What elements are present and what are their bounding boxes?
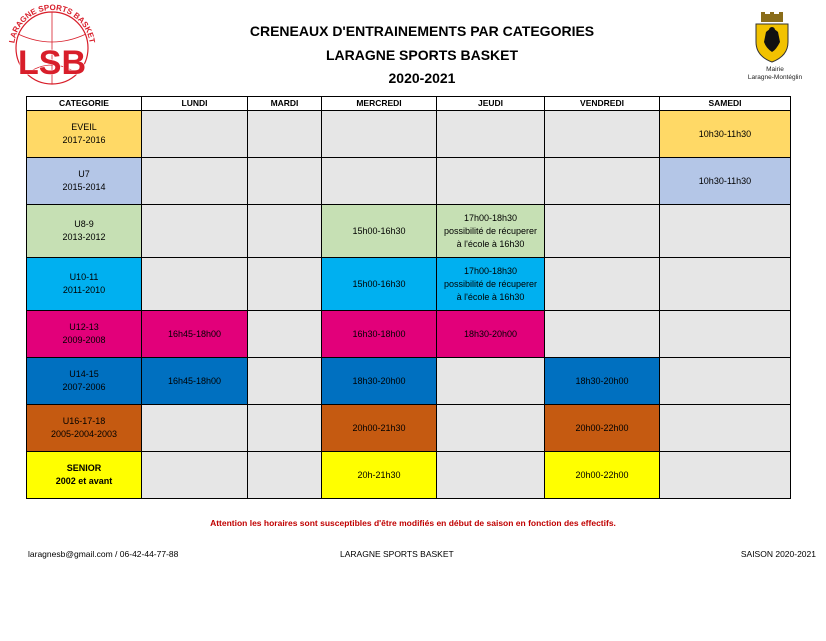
slot-cell: 20h-21h30 bbox=[322, 452, 437, 499]
table-row bbox=[27, 311, 791, 358]
slot-cell bbox=[142, 452, 248, 499]
category-cell: U16-17-18 2005-2004-2003 bbox=[27, 405, 142, 452]
town-crest-icon bbox=[752, 12, 792, 64]
warning-note: Attention les horaires sont susceptibles d'être modifiés en début de saison en fonction des effectifs. bbox=[210, 518, 616, 528]
slot-cell bbox=[248, 205, 322, 258]
slot-cell: 15h00-16h30 bbox=[322, 205, 437, 258]
slot-cell bbox=[545, 158, 660, 205]
slot-cell bbox=[142, 111, 248, 158]
table-row bbox=[27, 405, 791, 452]
table-row bbox=[27, 452, 791, 499]
slot-cell: 18h30-20h00 bbox=[545, 358, 660, 405]
slot-cell bbox=[660, 311, 791, 358]
table-header-row bbox=[27, 97, 791, 111]
table-row bbox=[27, 205, 791, 258]
slot-cell: 20h00-21h30 bbox=[322, 405, 437, 452]
slot-cell bbox=[660, 452, 791, 499]
slot-cell: 10h30-11h30 bbox=[660, 111, 791, 158]
slot-cell bbox=[545, 258, 660, 311]
slot-cell: 20h00-22h00 bbox=[545, 405, 660, 452]
slot-cell bbox=[142, 205, 248, 258]
slot-cell bbox=[322, 111, 437, 158]
slot-cell bbox=[248, 111, 322, 158]
category-cell: SENIOR 2002 et avant bbox=[27, 452, 142, 499]
slot-cell: 20h00-22h00 bbox=[545, 452, 660, 499]
slot-cell bbox=[142, 405, 248, 452]
slot-cell: 18h30-20h00 bbox=[322, 358, 437, 405]
slot-cell bbox=[437, 452, 545, 499]
schedule-table bbox=[26, 96, 791, 499]
slot-cell bbox=[660, 358, 791, 405]
header-mardi: MARDI bbox=[248, 97, 322, 111]
slot-cell bbox=[248, 258, 322, 311]
logo-ring-text: LARAGNE SPORTS BASKET bbox=[7, 4, 97, 44]
logo-text: LSB bbox=[18, 44, 86, 82]
slot-cell bbox=[322, 158, 437, 205]
category-cell: U7 2015-2014 bbox=[27, 158, 142, 205]
lsb-logo bbox=[4, 4, 100, 86]
page-title: CRENEAUX D'ENTRAINEMENTS PAR CATEGORIES bbox=[249, 23, 595, 39]
header-lundi: LUNDI bbox=[142, 97, 248, 111]
slot-cell bbox=[545, 311, 660, 358]
slot-cell: 17h00-18h30 possibilité de récuperer à l'école à 16h30 bbox=[437, 205, 545, 258]
header-samedi: SAMEDI bbox=[660, 97, 791, 111]
header-jeudi: JEUDI bbox=[437, 97, 545, 111]
category-cell: U14-15 2007-2006 bbox=[27, 358, 142, 405]
table-row bbox=[27, 358, 791, 405]
slot-cell bbox=[437, 358, 545, 405]
slot-cell bbox=[545, 111, 660, 158]
mairie-label: Mairie Laragne-Montéglin bbox=[747, 66, 803, 81]
season-title: 2020-2021 bbox=[388, 70, 456, 86]
slot-cell: 16h45-18h00 bbox=[142, 311, 248, 358]
slot-cell: 18h30-20h00 bbox=[437, 311, 545, 358]
category-cell: EVEIL 2017-2016 bbox=[27, 111, 142, 158]
slot-cell bbox=[248, 405, 322, 452]
footer-club: LARAGNE SPORTS BASKET bbox=[340, 549, 454, 559]
slot-cell: 10h30-11h30 bbox=[660, 158, 791, 205]
slot-cell: 17h00-18h30 possibilité de récuperer à l'école à 16h30 bbox=[437, 258, 545, 311]
slot-cell: 15h00-16h30 bbox=[322, 258, 437, 311]
category-cell: U8-9 2013-2012 bbox=[27, 205, 142, 258]
club-name: LARAGNE SPORTS BASKET bbox=[325, 47, 519, 63]
slot-cell bbox=[545, 205, 660, 258]
slot-cell bbox=[660, 205, 791, 258]
header-mercredi: MERCREDI bbox=[322, 97, 437, 111]
slot-cell: 16h45-18h00 bbox=[142, 358, 248, 405]
slot-cell bbox=[142, 158, 248, 205]
slot-cell bbox=[248, 311, 322, 358]
header-vendredi: VENDREDI bbox=[545, 97, 660, 111]
slot-cell bbox=[437, 405, 545, 452]
footer-contact: laragnesb@gmail.com / 06-42-44-77-88 bbox=[28, 549, 179, 559]
slot-cell bbox=[437, 158, 545, 205]
table-row bbox=[27, 158, 791, 205]
slot-cell bbox=[660, 405, 791, 452]
slot-cell bbox=[660, 258, 791, 311]
slot-cell bbox=[248, 158, 322, 205]
slot-cell: 16h30-18h00 bbox=[322, 311, 437, 358]
header-categorie: CATEGORIE bbox=[27, 97, 142, 111]
table-row bbox=[27, 111, 791, 158]
slot-cell bbox=[437, 111, 545, 158]
table-row bbox=[27, 258, 791, 311]
slot-cell bbox=[248, 452, 322, 499]
category-cell: U10-11 2011-2010 bbox=[27, 258, 142, 311]
slot-cell bbox=[142, 258, 248, 311]
category-cell: U12-13 2009-2008 bbox=[27, 311, 142, 358]
slot-cell bbox=[248, 358, 322, 405]
footer-season: SAISON 2020-2021 bbox=[740, 549, 816, 559]
